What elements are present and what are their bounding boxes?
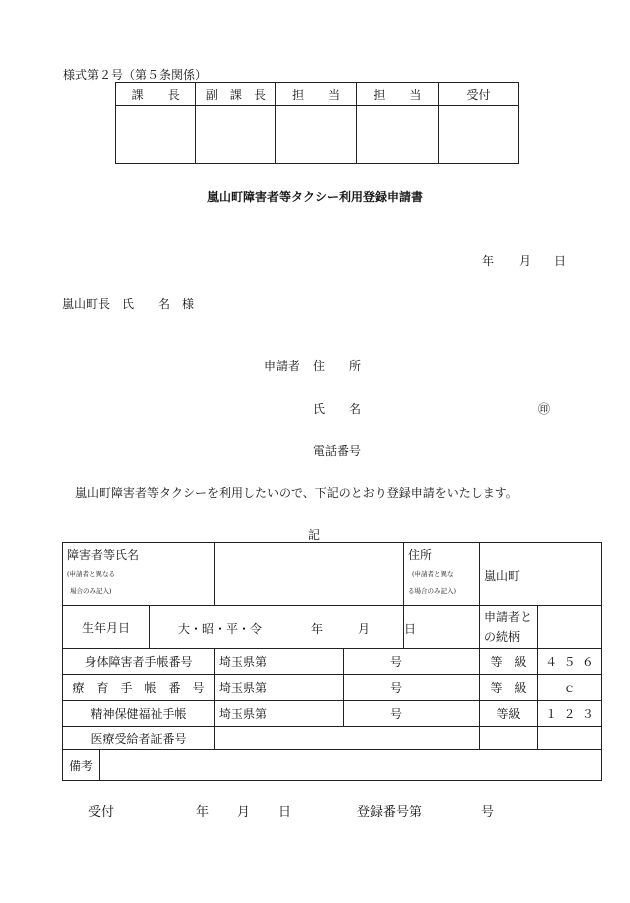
person-name-note: (申請者と異なる <box>67 570 116 578</box>
physical-disability-number-input[interactable] <box>215 649 403 675</box>
footer-year-label: 年 <box>196 805 210 820</box>
applicant-name-label: 氏 名 <box>313 402 362 416</box>
applicant-phone-label: 電話番号 <box>313 444 362 458</box>
grade-options[interactable] <box>538 649 602 675</box>
person-address-input[interactable] <box>480 543 602 606</box>
date-month-label: 月 <box>519 254 532 268</box>
date-year-label: 年 <box>482 254 495 268</box>
relationship-label: 申請者と <box>484 610 533 624</box>
footer-registration-number-label: 登録番号第 <box>357 805 423 820</box>
remarks-row <box>63 750 602 781</box>
applicant-label: 申請者 <box>264 359 301 373</box>
physical-disability-label: 身体障害者手帳番号 <box>63 649 215 675</box>
approval-header-staff-2: 担 当 <box>356 83 438 106</box>
person-address-value: 嵐山町 <box>484 569 521 583</box>
number-suffix: 号 <box>390 707 403 721</box>
date-day-label: 日 <box>554 254 567 268</box>
ki-heading: 記 <box>308 528 321 542</box>
approval-header-staff-1: 担 当 <box>276 83 356 106</box>
mental-health-handbook-label: 精神保健福祉手帳 <box>63 701 215 727</box>
footer-number-suffix: 号 <box>481 805 495 820</box>
relationship-label-cell <box>480 606 538 649</box>
document-title: 嵐山町障害者等タクシー利用登録申請書 <box>206 190 423 204</box>
approval-stamp-cell[interactable] <box>276 106 356 164</box>
footer-day-label: 日 <box>278 805 292 820</box>
table-row <box>63 675 602 701</box>
address-label-cell <box>404 543 480 606</box>
number-suffix: 号 <box>390 681 403 695</box>
approval-stamp-cell[interactable] <box>439 106 519 164</box>
application-table <box>62 542 602 781</box>
body-text: 嵐山町障害者等タクシーを利用したいので、下記のとおり登録申請をいたします。 <box>75 486 518 500</box>
address-note: る場合のみ記入) <box>408 587 457 595</box>
footer-reception-label: 受付 <box>88 805 115 820</box>
grade-label: 等 級 <box>480 675 538 701</box>
grade-option[interactable]: ５ <box>563 655 576 669</box>
person-address-label: 住所 <box>408 548 433 562</box>
seal-mark-icon: ㊞ <box>538 402 551 416</box>
person-name-note: 場合のみ記入) <box>70 587 112 595</box>
medical-extra-cell[interactable] <box>538 727 602 750</box>
birth-year-label: 年 <box>311 622 324 636</box>
approval-header-deputy-chief: 副 課 長 <box>196 83 276 106</box>
era-options: 大・昭・平・令 <box>178 622 263 636</box>
birth-date-label: 生年月日 <box>63 606 150 649</box>
rehabilitation-handbook-label: 療 育 手 帳 番 号 <box>63 675 215 701</box>
form-number-label: 様式第２号（第５条関係） <box>63 68 208 82</box>
grade-option[interactable]: ４ <box>545 655 558 669</box>
grade-options[interactable] <box>538 675 602 701</box>
table-row <box>63 649 602 675</box>
medical-certificate-label: 医療受給者証番号 <box>63 727 215 750</box>
birth-day-label: 日 <box>404 622 417 636</box>
medical-certificate-input[interactable] <box>215 727 480 750</box>
medical-extra-cell[interactable] <box>480 727 538 750</box>
approval-stamp-cell[interactable] <box>196 106 276 164</box>
remarks-label: 備考 <box>63 750 100 780</box>
rehabilitation-number-input[interactable] <box>215 675 403 701</box>
grade-option[interactable]: ６ <box>581 655 594 669</box>
prefecture-prefix: 埼玉県第 <box>219 707 268 721</box>
birth-date-input[interactable] <box>150 606 417 649</box>
approval-stamp-cell[interactable] <box>116 106 196 164</box>
grade-options[interactable] <box>538 701 602 727</box>
remarks-input[interactable] <box>100 750 601 780</box>
table-row <box>63 701 602 727</box>
relationship-input[interactable] <box>538 606 602 649</box>
prefecture-prefix: 埼玉県第 <box>219 681 268 695</box>
person-name-input[interactable] <box>215 543 404 606</box>
applicant-address-label: 住 所 <box>313 359 362 373</box>
approval-stamp-cell[interactable] <box>356 106 438 164</box>
person-name-label: 障害者等氏名 <box>67 548 140 562</box>
mental-health-number-input[interactable] <box>215 701 403 727</box>
number-suffix: 号 <box>390 655 403 669</box>
approval-stamp-table <box>115 82 519 164</box>
person-name-label-cell <box>63 543 215 606</box>
approval-header-reception: 受付 <box>439 83 519 106</box>
addressee: 嵐山町長 氏 名 様 <box>62 297 195 311</box>
grade-option[interactable]: ２ <box>563 707 576 721</box>
grade-option[interactable]: ３ <box>581 707 594 721</box>
grade-label: 等級 <box>480 701 538 727</box>
grade-option[interactable]: １ <box>545 707 558 721</box>
address-note: (申請者と異な <box>412 570 454 578</box>
prefecture-prefix: 埼玉県第 <box>219 655 268 669</box>
grade-option[interactable]: ｃ <box>563 681 576 695</box>
birth-month-label: 月 <box>358 622 371 636</box>
approval-header-section-chief: 課 長 <box>116 83 196 106</box>
table-row <box>63 727 602 750</box>
grade-label: 等 級 <box>480 649 538 675</box>
relationship-label: の続柄 <box>484 630 521 644</box>
footer-month-label: 月 <box>237 805 251 820</box>
